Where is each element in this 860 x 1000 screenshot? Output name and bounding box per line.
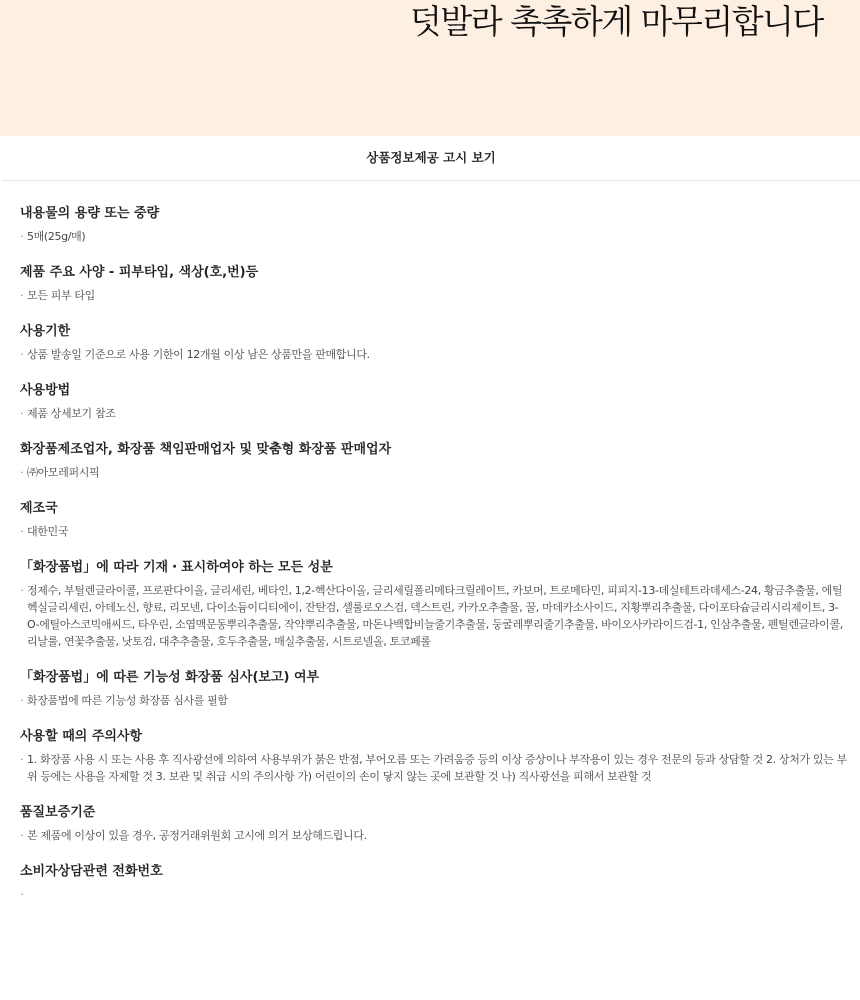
- bullet-dot: ·: [20, 888, 24, 901]
- notice-title[interactable]: 상품정보제공 고시 보기: [2, 136, 860, 181]
- item-value-text: ㈜아모레퍼시픽: [27, 466, 100, 479]
- item-title: 사용기한: [20, 324, 71, 339]
- item-value-text: 제품 상세보기 참조: [27, 407, 116, 420]
- notice-list: [2, 181, 860, 901]
- item-value-text: 1. 화장품 사용 시 또는 사용 후 직사광선에 의하여 사용부위가 붉은 반점, 부어오름 또는 가려움증 등의 이상 증상이나 부작용이 있는 경우 전문의 등과 상담할 것 2. 상처가 있는 부위 등에는 사용을 자제할 것 3. 보관 및 취급 시의 주의사항 가) 어린이의 손이 닿지 않는 곳에 보관할 것 나) 직사광선을 피해서 보관할 것: [27, 753, 847, 783]
- item-value-text: 모든 피부 타입: [27, 289, 95, 302]
- item-title: 화장품제조업자, 화장품 책임판매업자 및 맞춤형 화장품 판매업자: [20, 442, 392, 457]
- banner-text: 덧발라 촉촉하게 마무리합니다: [410, 2, 823, 41]
- promo-banner: [0, 0, 860, 136]
- notice-item-functional: [20, 669, 848, 709]
- item-value: [20, 692, 848, 709]
- notice-item-phone: [20, 863, 848, 901]
- product-notice-section: [2, 136, 860, 901]
- item-value: [20, 287, 848, 304]
- item-value: [20, 582, 848, 650]
- item-title: 「화장품법」에 따라 기재・표시하여야 하는 모든 성분: [20, 560, 333, 575]
- notice-item-caution: [20, 728, 848, 785]
- item-value-text: 본 제품에 이상이 있을 경우, 공정거래위원회 고시에 의거 보상해드립니다.: [27, 829, 367, 842]
- item-value-text: 정제수, 부틸렌글라이콜, 프로판다이올, 글리세린, 베타인, 1,2-헥산다이올, 글리세릴폴리메타크릴레이트, 카보머, 트로메타민, 피피지-13-데실테트라데세스-24, 황금추출물, 에틸헥실글리세린, 아데노신, 향료, 리모넨, 다이소듐이디티에이, 잔탄검, 셀룰로오스검, 덱스트린, 카카오추출물, 꿀, 마데카소사이드, 지황뿌리추출물, 다이포타슘글리시리제이트, 3-O-에틸아스코빅애씨드, 타우린, 소엽맥문동뿌리추출물, 작약뿌리추출물, 마돈나백합비늘줄기추출물, 둥굴레뿌리줄기추출물, 바이오사카라이드검-1, 인삼추출물, 펜틸렌글라이콜, 리날룰, 연꽃추출물, 낫토검, 대추추출물, 호두추출물, 매실추출물, 시트로넬올, 토코페롤: [27, 584, 843, 648]
- item-title: 품질보증기준: [20, 805, 96, 820]
- item-value-text: 대한민국: [27, 525, 69, 538]
- notice-item-volume: [20, 205, 848, 245]
- bullet-dot: ·: [20, 829, 24, 842]
- item-title: 사용할 때의 주의사항: [20, 729, 143, 744]
- item-value-text: 5매(25g/매): [27, 230, 86, 243]
- item-value: [20, 346, 848, 363]
- item-value: [20, 751, 848, 785]
- bullet-dot: ·: [20, 753, 24, 766]
- item-title: 「화장품법」에 따른 기능성 화장품 심사(보고) 여부: [20, 670, 320, 685]
- bullet-dot: ·: [20, 584, 24, 597]
- bullet-dot: ·: [20, 348, 24, 361]
- bullet-dot: ·: [20, 230, 24, 243]
- item-title: 제조국: [20, 501, 58, 516]
- item-value-text: 화장품법에 따른 기능성 화장품 심사를 필함: [27, 694, 228, 707]
- notice-item-expiry: [20, 323, 848, 363]
- item-title: 소비자상담관련 전화번호: [20, 864, 163, 879]
- notice-item-quality: [20, 804, 848, 844]
- item-value: [20, 464, 848, 481]
- item-value: [20, 228, 848, 245]
- bullet-dot: ·: [20, 694, 24, 707]
- item-value: [20, 523, 848, 540]
- item-value: [20, 405, 848, 422]
- bullet-dot: ·: [20, 466, 24, 479]
- bullet-dot: ·: [20, 289, 24, 302]
- notice-item-spec: [20, 264, 848, 304]
- notice-item-manufacturer: [20, 441, 848, 481]
- item-title: 제품 주요 사양 - 피부타입, 색상(호,번)등: [20, 265, 259, 280]
- item-title: 내용물의 용량 또는 중량: [20, 206, 160, 221]
- notice-item-usage: [20, 382, 848, 422]
- item-value: [20, 827, 848, 844]
- bullet-dot: ·: [20, 525, 24, 538]
- item-title: 사용방법: [20, 383, 71, 398]
- bullet-dot: ·: [20, 407, 24, 420]
- notice-item-ingredients: [20, 559, 848, 650]
- item-value-text: 상품 발송일 기준으로 사용 기한이 12개월 이상 남은 상품만을 판매합니다.: [27, 348, 370, 361]
- notice-item-country: [20, 500, 848, 540]
